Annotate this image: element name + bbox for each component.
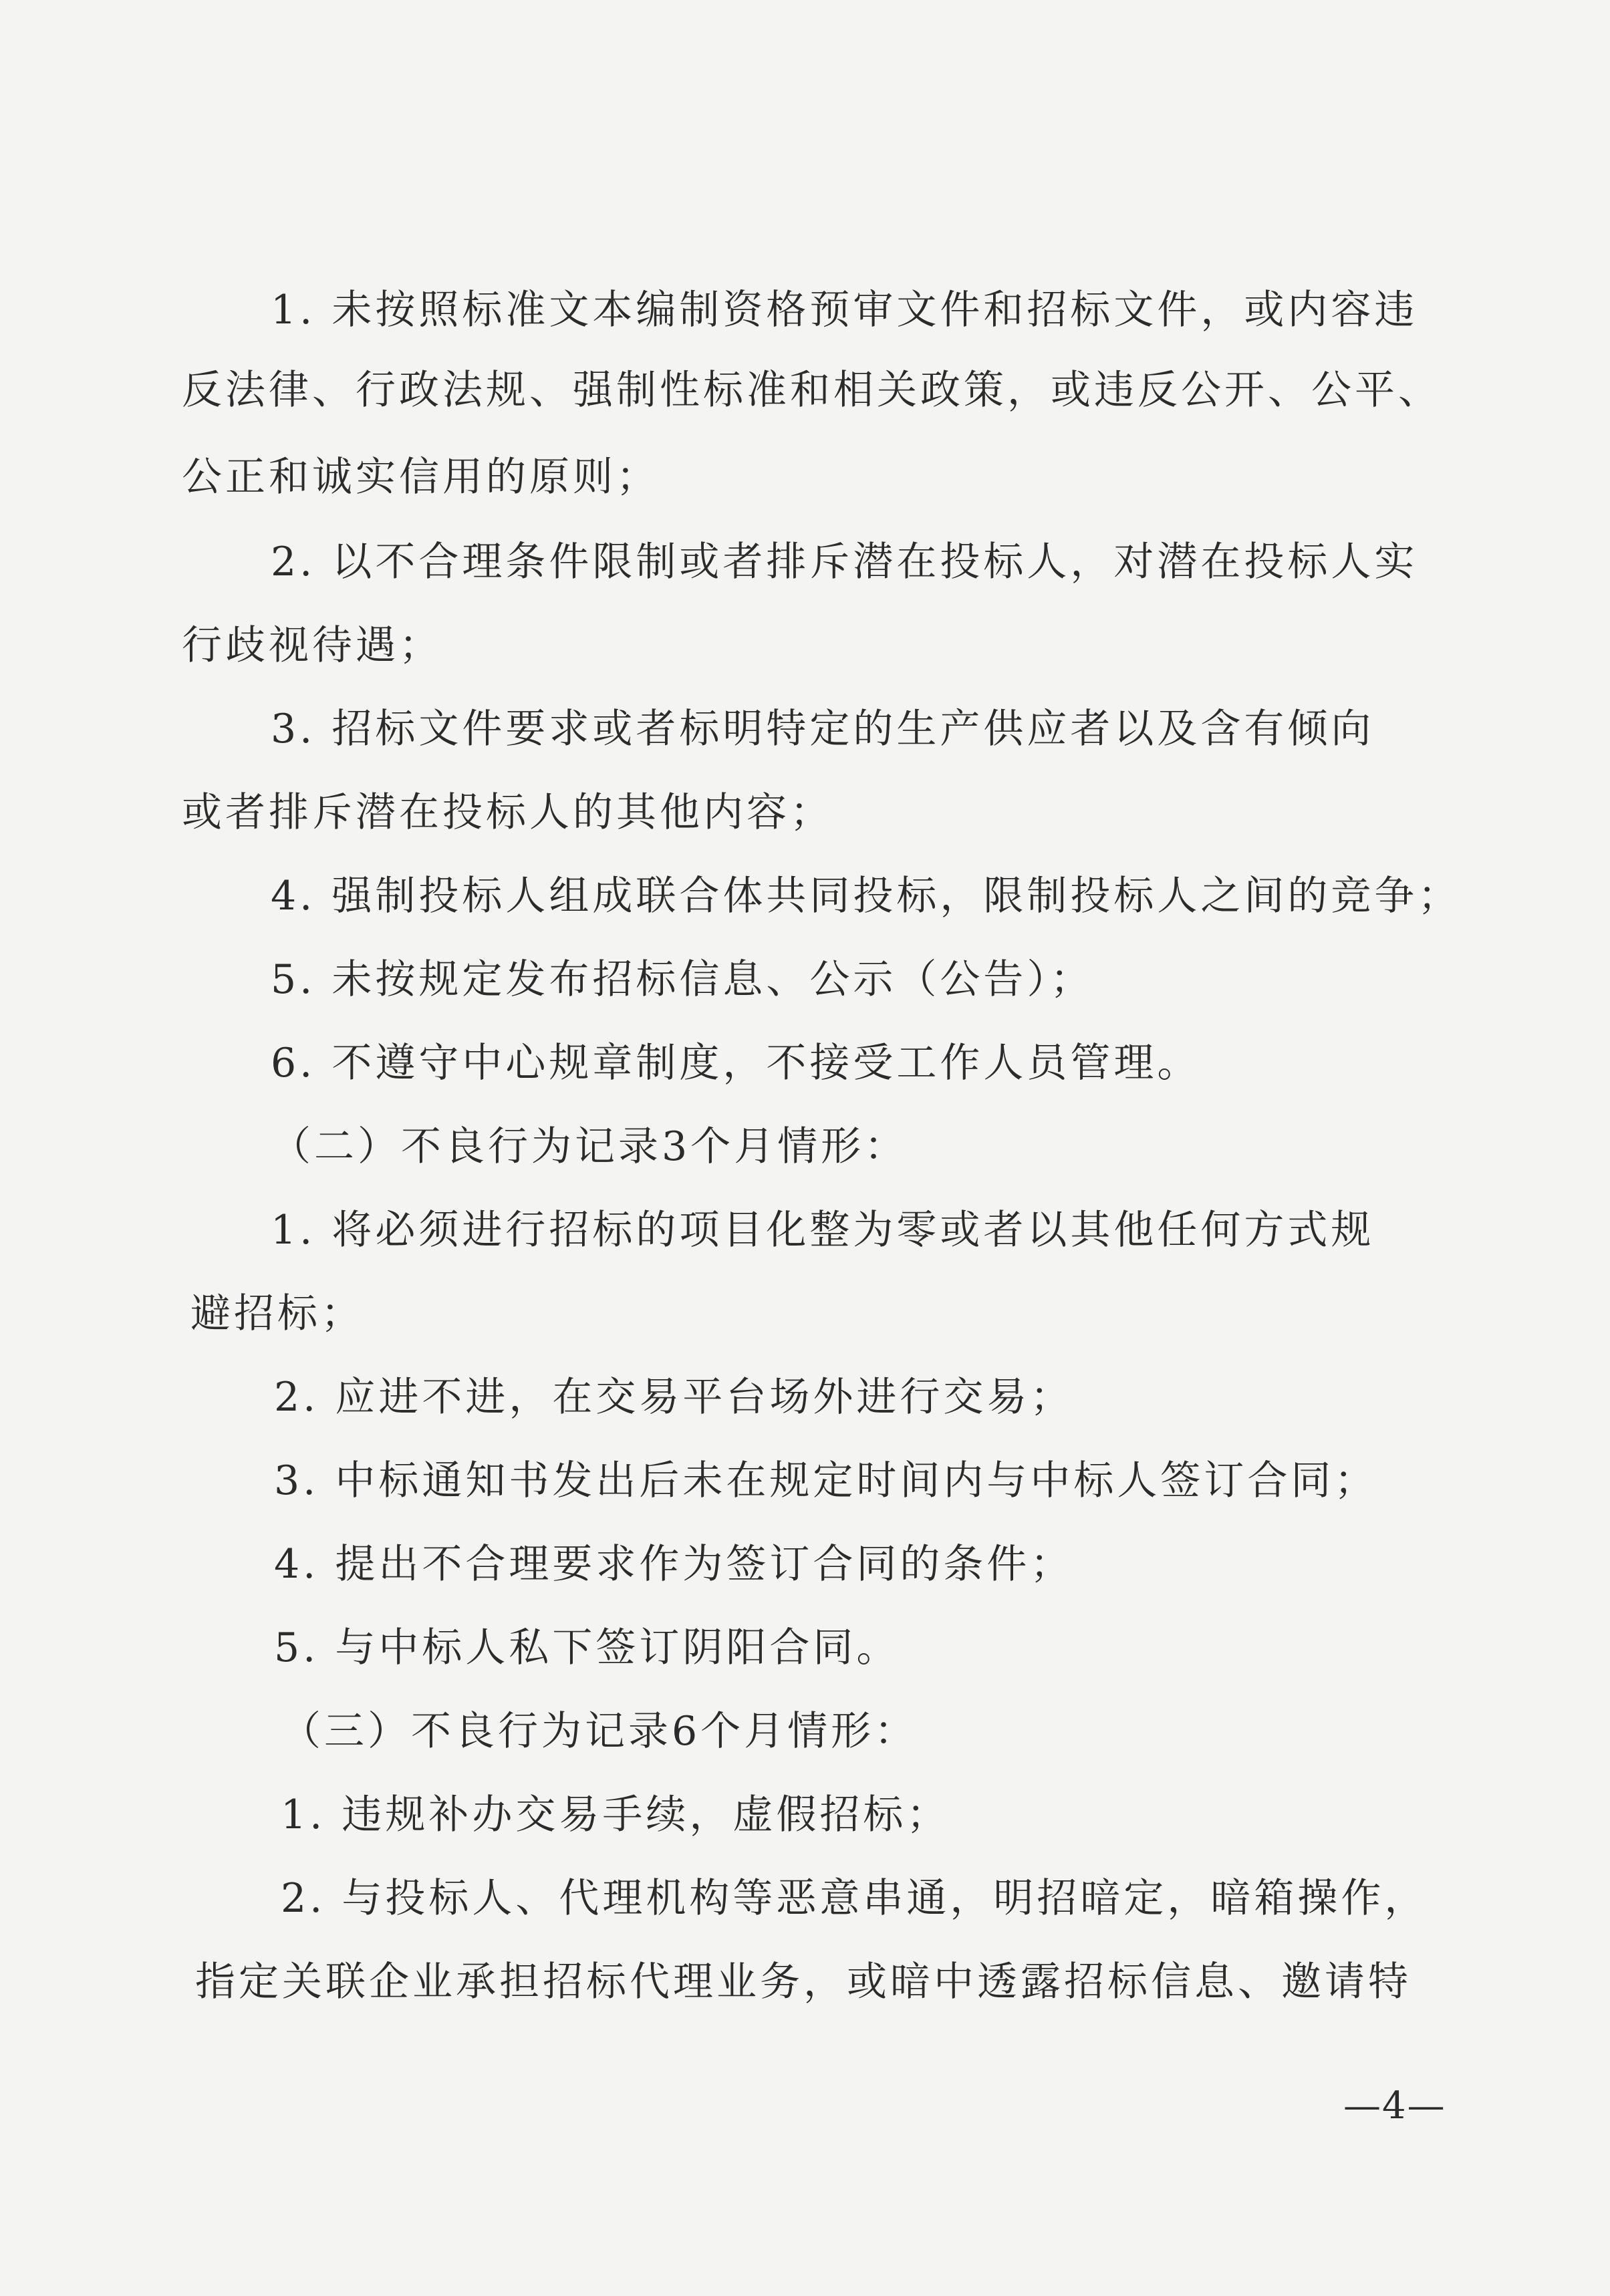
section-heading: （三）不良行为记录6个月情形： <box>281 1708 918 1755</box>
text-line: 5. 与中标人私下签订阴阳合同。 <box>274 1624 900 1671</box>
text-line: 6. 不遵守中心规章制度，不接受工作人员管理。 <box>271 1040 1201 1087</box>
text-line: 4. 提出不合理要求作为签订合同的条件； <box>274 1541 1074 1588</box>
text-line: 避招标； <box>190 1290 364 1337</box>
text-line: 1. 违规补办交易手续，虚假招标； <box>281 1791 950 1838</box>
text-line: 1. 将必须进行招标的项目化整为零或者以其他任何方式规 <box>271 1207 1375 1254</box>
text-line: 行歧视待遇； <box>182 622 442 669</box>
text-line: 2. 以不合理条件限制或者排斥潜在投标人，对潜在投标人实 <box>271 539 1418 585</box>
text-line: 2. 与投标人、代理机构等恶意串通，明招暗定，暗箱操作， <box>281 1875 1428 1922</box>
text-line: 3. 招标文件要求或者标明特定的生产供应者以及含有倾向 <box>271 706 1375 752</box>
text-line: 公正和诚实信用的原则； <box>182 454 660 500</box>
text-line: 指定关联企业承担招标代理业务，或暗中透露招标信息、邀请特 <box>195 1959 1412 2005</box>
text-line: 1. 未按照标准文本编制资格预审文件和招标文件，或内容违 <box>271 287 1418 333</box>
text-line: 5. 未按规定发布招标信息、公示（公告）； <box>271 956 1094 1003</box>
text-line: 4. 强制投标人组成联合体共同投标，限制投标人之间的竞争； <box>271 873 1462 919</box>
section-heading: （二）不良行为记录3个月情形： <box>271 1123 908 1170</box>
text-line: 反法律、行政法规、强制性标准和相关政策，或违反公开、公平、 <box>182 367 1442 414</box>
text-line: 3. 中标通知书发出后未在规定时间内与中标人签订合同； <box>274 1457 1378 1504</box>
text-line: 或者排斥潜在投标人的其他内容； <box>182 789 833 836</box>
text-line: 2. 应进不进，在交易平台场外进行交易； <box>274 1374 1074 1421</box>
page-number: —4— <box>1343 2084 1446 2128</box>
